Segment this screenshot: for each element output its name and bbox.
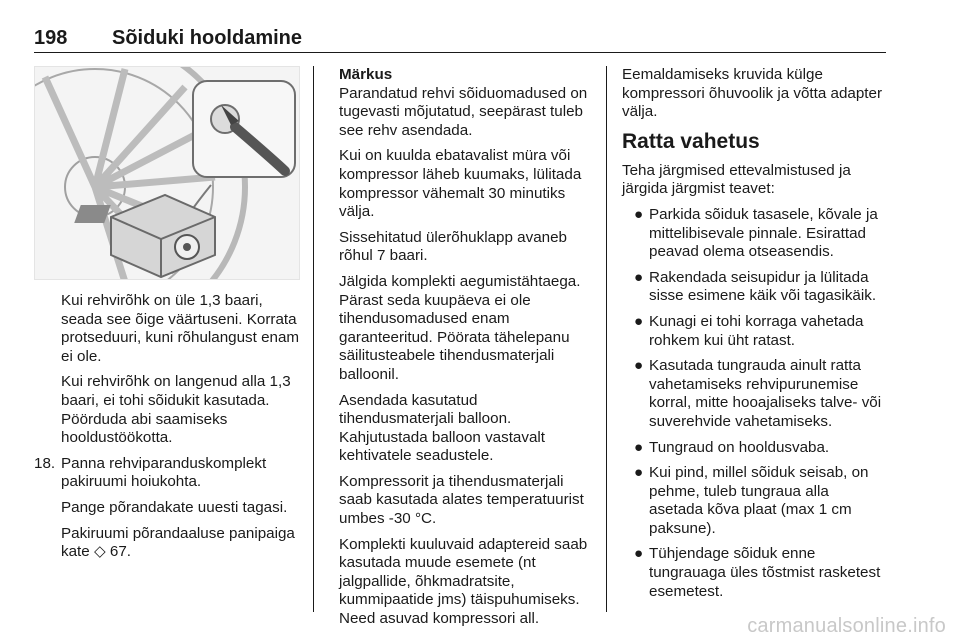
- column-divider-right: [606, 66, 607, 612]
- list-item: ● Kasutada tungrauda ainult ratta vahetamiseks rehvipurunemise korral, mitte hooajaliseks talve- või suverehvide vahetamiseks.: [634, 357, 882, 430]
- paragraph-floor-cover: Pange põrandakate uuesti tagasi.: [61, 498, 288, 516]
- adapter-removal-paragraph: Eemaldamiseks kruvida külge kompressori õhuvoolik ja võtta adapter välja.: [622, 66, 883, 121]
- column-middle: [339, 66, 595, 636]
- paragraph-pressure-above: Kui rehvirõhk on üle 1,3 baari, seada see õige väärtuseni. Korrata protseduuri, kuni rõhulangust enam ei ole.: [61, 292, 300, 365]
- list-item: ● Kunagi ei tohi korraga vahetada rohkem kui üht ratast.: [634, 312, 864, 349]
- tyre-compressor-illustration: [34, 66, 300, 280]
- note-paragraph-4: Jälgida komplekti aegumistähtaega. Pärast seda kuupäeva ei ole tihendusomadused enam garanteeritud. Pöörata tähelepanu säilitusteabele tihendusmaterjali balloonil.: [339, 272, 581, 383]
- note-paragraph-5: Asendada kasutatud tihendusmaterjali balloon. Kahjutustada balloon vastavalt kehtivatele seadustele.: [339, 391, 546, 465]
- preparation-intro: Teha järgmised ettevalmistused ja järgida järgmist teavet:: [622, 161, 851, 198]
- column-divider-left: [313, 66, 314, 612]
- list-item: ● Kui pind, millel sõiduk seisab, on pehme, tuleb tungraua alla asetada kõva plaat (max 1 cm paksune).: [634, 464, 869, 537]
- step-text: Panna rehviparanduskomplekt pakiruumi hoiukohta.: [61, 454, 267, 491]
- bullet-icon: ●: [634, 438, 644, 456]
- preparation-list: [622, 206, 886, 601]
- bullet-icon: ●: [634, 545, 644, 563]
- note-title: Märkus: [339, 66, 393, 83]
- list-item: ● Tungraud on hooldusvaba.: [634, 438, 830, 456]
- column-left: [34, 66, 302, 569]
- storage-cover-text: Pakiruumi põrandaaluse panipaiga kate: [61, 524, 295, 561]
- note-paragraph-7: Komplekti kuuluvaid adaptereid saab kasutada muude esemete (nt jalgpallide, õhkmadratsite, kummipaatide jms) täispuhumiseks. Need asuvad kompressori all.: [339, 535, 588, 628]
- page-header: [34, 26, 886, 53]
- list-item: ● Parkida sõiduk tasasele, kõvale ja mittelibisevale pinnale. Esirattad peavad olema otseasendis.: [634, 205, 878, 261]
- bullet-icon: ●: [634, 268, 644, 286]
- bullet-icon: ●: [634, 357, 644, 375]
- bullet-icon: ●: [634, 312, 644, 330]
- note-paragraph-1: Parandatud rehvi sõiduomadused on tugevasti mõjutatud, seepärast tuleb see rehv asendada.: [339, 84, 588, 139]
- step-18: [34, 455, 302, 562]
- note-paragraph-6: Kompressorit ja tihendusmaterjali saab kasutada alates temperatuurist umbes -30 °C.: [339, 472, 584, 528]
- tyre-wheel-compressor-drawing: [35, 67, 299, 279]
- paragraph-pressure-below: Kui rehvirõhk on langenud alla 1,3 baari, ei tohi sõidukit kasutada. Pöörduda abi saamiseks hooldustöökotta.: [61, 373, 291, 447]
- section-title: Ratta vahetus: [622, 129, 760, 153]
- column-right: [622, 66, 886, 608]
- compressor-icon: [74, 195, 215, 277]
- bullet-icon: ●: [634, 464, 644, 482]
- step-number: 18.: [34, 454, 56, 472]
- list-item: ● Rakendada seisupidur ja lülitada sisse esimene käik või tagasikäik.: [634, 268, 877, 305]
- note-paragraph-3: Sissehitatud ülerõhuklapp avaneb rõhul 7 baari.: [339, 228, 567, 265]
- page-reference-icon: ◇: [93, 543, 106, 561]
- bullet-icon: ●: [634, 205, 644, 223]
- page-number: 198: [34, 27, 68, 49]
- page-reference-link[interactable]: 67.: [109, 543, 131, 561]
- paragraph-storage-cover: [61, 525, 302, 562]
- note-paragraph-2: Kui on kuulda ebatavalist müra või kompressor läheb kuumaks, lülitada kompressor vähemalt 30 minutiks välja.: [339, 147, 582, 221]
- chapter-title: Sõiduki hooldamine: [112, 27, 303, 49]
- list-item: ● Tühjendage sõiduk enne tungrauaga üles tõstmist rasketest esemetest.: [634, 545, 881, 600]
- watermark: carmanualsonline.info: [747, 615, 946, 637]
